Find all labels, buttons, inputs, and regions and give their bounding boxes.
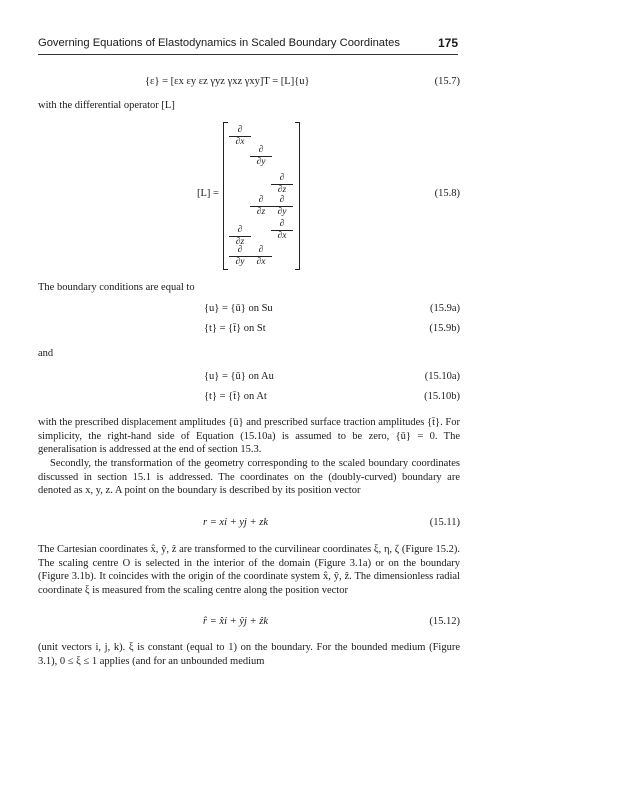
matrix-entry: ∂ ∂x xyxy=(271,220,293,241)
matrix-entry: ∂ ∂x xyxy=(229,126,251,147)
matrix-entry: ∂ ∂y xyxy=(271,196,293,217)
paragraph: The Cartesian coordinates x̂, ŷ, ẑ are transformed to the curvilinear coordinates ξ, η, ζ (Figure 15.2). The scaling centre O is selected in the interior of the domain (Figure 3.1a) or on the boundary (Figure 3.1b). It coincides with the origin of the coordinate system x̂, ŷ, ẑ. The dimensionless radial coordinate ξ is measured from the scaling centre along the position vector xyxy=(38,544,460,596)
paragraph: The boundary conditions are equal to xyxy=(38,282,195,293)
equation-number: (15.9b) xyxy=(429,323,460,334)
matrix-entry: ∂ ∂x xyxy=(250,246,272,267)
matrix-entry: ∂ ∂z xyxy=(229,226,251,247)
equation-15-10a: {u} = {ū} on Au xyxy=(204,371,274,382)
equation-number: (15.10b) xyxy=(424,391,460,402)
equation-15-7: {ε} = [εx εy εz γyz γxz γxy]T = [L]{u} xyxy=(145,76,310,87)
matrix-entry: ∂ ∂z xyxy=(250,196,272,217)
running-title: Governing Equations of Elastodynamics in Scaled Boundary Coordinates xyxy=(38,37,400,49)
paragraph: with the differential operator [L] xyxy=(38,100,175,111)
paragraph: with the prescribed displacement amplitudes {ū} and prescribed surface traction amplitudes {t̄}. For simplicity, the right-hand side of Equation (15.10a) is assumed to be zero, {ū} = 0. The generalisation is addressed at the end of section 15.3. xyxy=(38,417,460,456)
page-number: 175 xyxy=(438,36,459,50)
matrix-entry: ∂ ∂y xyxy=(229,246,251,267)
matrix-entry: ∂ ∂z xyxy=(271,174,293,195)
operator-matrix xyxy=(223,122,303,270)
matrix-entry: ∂ ∂y xyxy=(250,146,272,167)
matrix-lhs: [L] = xyxy=(197,188,219,199)
equation-15-12: r̂ = x̂i + ŷj + ẑk xyxy=(203,616,268,627)
equation-number: (15.7) xyxy=(434,76,460,87)
equation-number: (15.8) xyxy=(434,188,460,199)
equation-15-9b: {t} = {t̄} on St xyxy=(204,323,266,334)
equation-number: (15.11) xyxy=(429,517,460,528)
paragraph: (unit vectors i, j, k). ξ is constant (equal to 1) on the boundary. For the bounded medium (Figure 3.1), 0 ≤ ξ ≤ 1 applies (and for an unbounded medium xyxy=(38,642,460,667)
paragraph: and xyxy=(38,348,54,359)
equation-number: (15.10a) xyxy=(424,371,460,382)
paragraph: Secondly, the transformation of the geometry corresponding to the scaled boundary coordinates discussed in section 15.1 is addressed. The coordinates on the (doubly-curved) boundary are denoted as x, y, z. A point on the boundary is described by its position vector xyxy=(38,458,460,497)
equation-number: (15.12) xyxy=(429,616,460,627)
header-rule xyxy=(38,54,458,55)
equation-number: (15.9a) xyxy=(429,303,460,314)
equation-15-10b: {t} = {t̄} on At xyxy=(204,391,267,402)
equation-15-9a: {u} = {ū} on Su xyxy=(204,303,273,314)
matrix-left-bracket xyxy=(223,122,228,270)
matrix-right-bracket xyxy=(295,122,300,270)
equation-15-11: r = xi + yj + zk xyxy=(203,517,268,528)
